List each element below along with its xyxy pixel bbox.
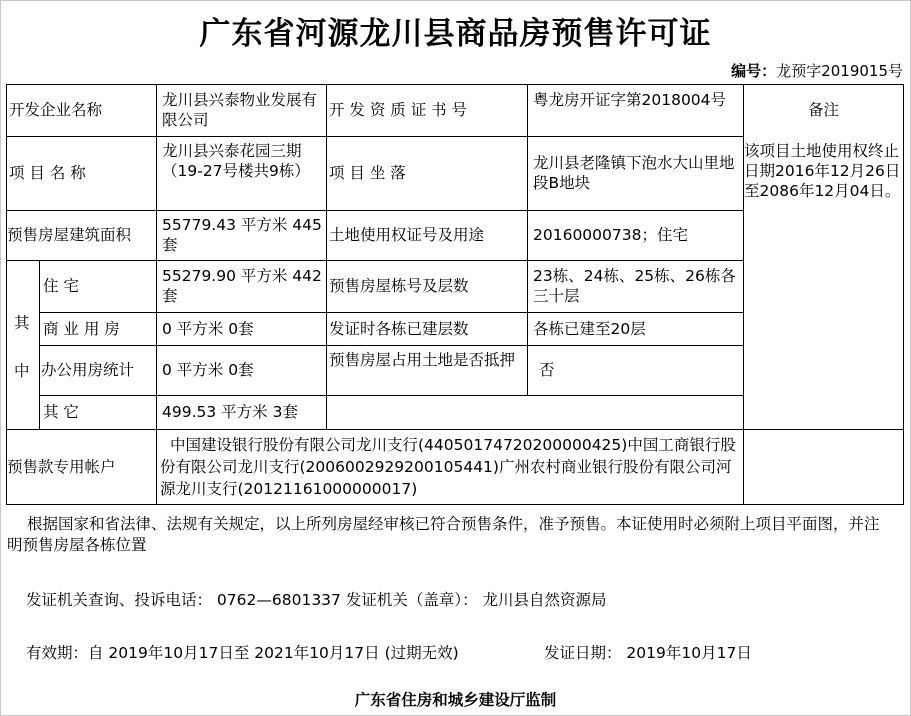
built-floors-label: 发证时各栋已建层数 bbox=[329, 319, 469, 338]
developer-label: 开发企业名称 bbox=[9, 101, 103, 119]
project-name-label: 项 目 名 称 bbox=[9, 164, 86, 182]
permit-table bbox=[6, 84, 904, 505]
contact-line: 发证机关查询、投诉电话： 0762—6801337 发证机关（盖章）： 龙川县自然资源局 bbox=[26, 591, 607, 609]
table-rule bbox=[326, 84, 327, 429]
certificate-number-value: 龙预字2019015号 bbox=[776, 62, 903, 80]
mortgage-label: 预售房屋占用土地是否抵押 bbox=[329, 351, 516, 369]
table-rule bbox=[527, 84, 528, 395]
buildings-value: 23栋、24栋、25栋、26栋各三十层 bbox=[533, 267, 736, 305]
table-rule bbox=[6, 504, 904, 505]
table-rule bbox=[156, 84, 157, 505]
qualification-label: 开 发 资 质 证 书 号 bbox=[329, 101, 468, 119]
validity-text: 有效期：自 2019年10月17日至 2021年10月17日 (过期无效) bbox=[26, 644, 459, 662]
remarks-label: 备注 bbox=[807, 101, 839, 119]
group-label-bottom: 中 bbox=[14, 362, 30, 380]
project-name-value: 龙川县兴泰花园三期（19-27号楼共9栋） bbox=[162, 142, 310, 180]
supervisor-line: 广东省住房和城乡建设厅监制 bbox=[354, 691, 557, 709]
developer-value: 龙川县兴泰物业发展有限公司 bbox=[162, 91, 318, 129]
land-cert-label: 土地使用权证号及用途 bbox=[329, 226, 485, 244]
qualification-value: 粤龙房开证字第2018004号 bbox=[533, 91, 727, 109]
presale-area-value: 55779.43 平方米 445套 bbox=[162, 216, 322, 254]
commercial-value: 0 平方米 0套 bbox=[162, 319, 254, 338]
remarks-value: 该项目土地使用权终止日期2016年12月26日至2086年12月04日。 bbox=[744, 142, 901, 200]
account-value: 中国建设银行股份有限公司龙川支行(44050174720200000425)中国工商银行股份有限公司龙川支行(2006002929200105441)广州农村商业银行股份有限公司河源龙川支行(20121161000000017) bbox=[160, 436, 736, 498]
other-label: 其 它 bbox=[43, 403, 79, 421]
office-value: 0 平方米 0套 bbox=[162, 361, 254, 379]
buildings-label: 预售房屋栋号及层数 bbox=[329, 277, 469, 295]
issue-date: 发证日期： 2019年10月17日 bbox=[544, 644, 752, 662]
project-location-value: 龙川县老隆镇下泡水大山里地段B地块 bbox=[533, 154, 735, 192]
document-title: 广东省河源龙川县商品房预售许可证 bbox=[199, 16, 712, 52]
land-cert-value: 20160000738；住宅 bbox=[533, 226, 688, 244]
project-location-label: 项 目 坐 落 bbox=[329, 164, 406, 182]
group-label-top: 其 bbox=[14, 314, 30, 332]
built-floors-value: 各栋已建至20层 bbox=[533, 319, 646, 338]
other-value: 499.53 平方米 3套 bbox=[162, 403, 298, 421]
office-label: 办公用房统计 bbox=[41, 361, 135, 379]
mortgage-value: 否 bbox=[539, 361, 555, 379]
account-label: 预售款专用帐户 bbox=[7, 457, 116, 476]
commercial-label: 商 业 用 房 bbox=[43, 319, 120, 338]
statement-text: 根据国家和省法律、法规有关规定，以上所列房屋经审核已符合预售条件，准予预售。本证使用时必须附上项目平面图，并注明预售房屋各栋位置 bbox=[7, 515, 880, 554]
table-rule bbox=[39, 260, 40, 429]
residential-value: 55279.90 平方米 442套 bbox=[162, 267, 322, 305]
presale-area-label: 预售房屋建筑面积 bbox=[7, 226, 132, 244]
table-rule bbox=[903, 84, 904, 505]
residential-label: 住 宅 bbox=[43, 277, 79, 295]
certificate-number bbox=[731, 60, 903, 81]
certificate-number-label: 编号： bbox=[731, 62, 777, 80]
